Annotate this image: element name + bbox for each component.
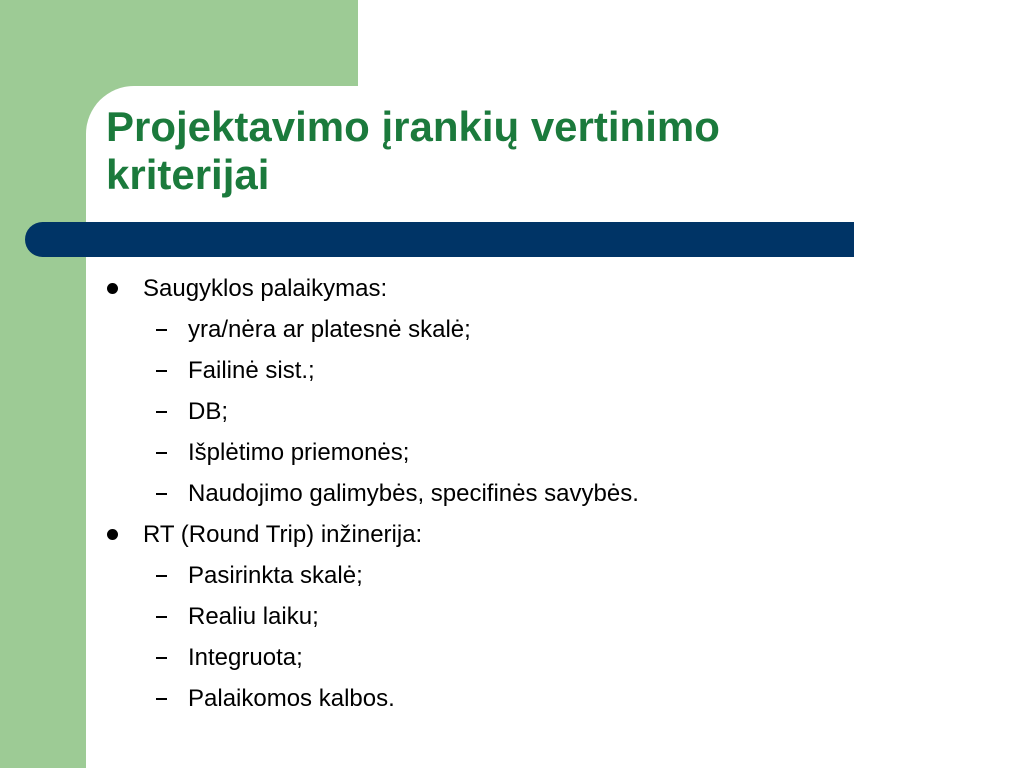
title-underline-bar	[25, 222, 854, 257]
dash-bullet-icon	[156, 370, 167, 372]
bullet-dot-icon	[107, 529, 118, 540]
dash-bullet-icon	[156, 657, 167, 659]
dash-bullet-icon	[156, 329, 167, 331]
list-item	[100, 391, 980, 432]
slide-title: Projektavimo įrankių vertinimo kriterijai	[106, 103, 720, 198]
list-item	[100, 432, 980, 473]
dash-bullet-icon	[156, 698, 167, 700]
dash-bullet-icon	[156, 575, 167, 577]
bullet-list	[100, 268, 980, 719]
list-item	[100, 678, 980, 719]
list-item-text: RT (Round Trip) inžinerija:	[143, 521, 423, 548]
list-item	[100, 350, 980, 391]
list-item-text: Pasirinkta skalė;	[188, 562, 363, 589]
list-item-text: Palaikomos kalbos.	[188, 685, 395, 712]
dash-bullet-icon	[156, 452, 167, 454]
list-item-text: Išplėtimo priemonės;	[188, 439, 410, 466]
list-item	[100, 473, 980, 514]
list-item-text: Saugyklos palaikymas:	[143, 275, 388, 302]
list-item	[100, 309, 980, 350]
dash-bullet-icon	[156, 616, 167, 618]
list-item-text: Integruota;	[188, 644, 303, 671]
list-item	[100, 596, 980, 637]
dash-bullet-icon	[156, 493, 167, 495]
list-item	[100, 637, 980, 678]
list-item-text: yra/nėra ar platesnė skalė;	[188, 316, 471, 343]
dash-bullet-icon	[156, 411, 167, 413]
list-item-text: Realiu laiku;	[188, 603, 319, 630]
list-item	[100, 268, 980, 309]
list-item	[100, 514, 980, 555]
list-item-text: DB;	[188, 398, 229, 425]
bullet-dot-icon	[107, 283, 118, 294]
list-item-text: Failinė sist.;	[188, 357, 315, 384]
list-item	[100, 555, 980, 596]
list-item-text: Naudojimo galimybės, specifinės savybės.	[188, 480, 639, 507]
